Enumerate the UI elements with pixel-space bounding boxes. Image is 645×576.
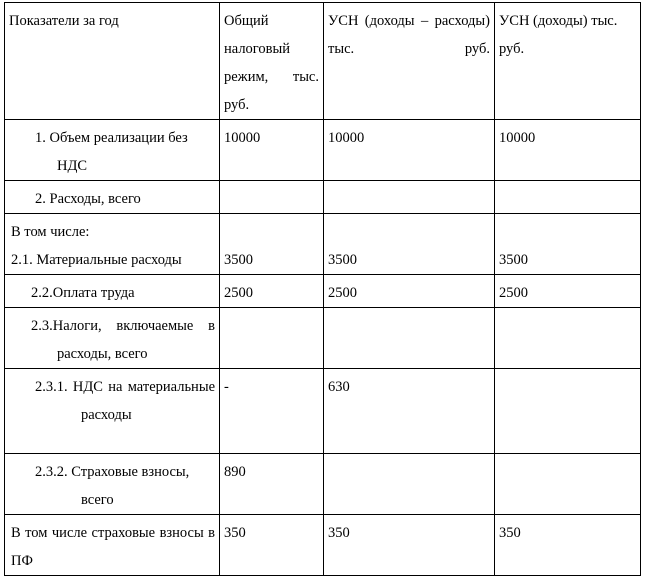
row-value: 2500 (324, 275, 495, 308)
row-value: - (220, 369, 324, 454)
row-label (5, 214, 220, 275)
row-value (324, 454, 495, 515)
row-label: 1. Объем реализации без НДС (5, 120, 220, 181)
table-row (5, 308, 641, 369)
row-value (324, 181, 495, 214)
table-row (5, 369, 641, 454)
row-label: 2.3.Налоги, включаемые в расходы, всего (5, 308, 220, 369)
header-usn-income-expenses: УСН (доходы – расходы) тыс. руб. (324, 3, 495, 120)
row-value: 350 (220, 515, 324, 576)
table-row (5, 275, 641, 308)
row-label: 2.3.2. Страховые взносы, всего (5, 454, 220, 515)
row-value: 3500 (495, 214, 641, 275)
row-label: 2.2.Оплата труда (5, 275, 220, 308)
row-value (495, 454, 641, 515)
table-row (5, 181, 641, 214)
row-value (495, 369, 641, 454)
row-label: 2. Расходы, всего (5, 181, 220, 214)
table-row (5, 214, 641, 275)
row-value: 890 (220, 454, 324, 515)
row-value: 10000 (495, 120, 641, 181)
indicators-table (4, 2, 641, 576)
row-value: 350 (495, 515, 641, 576)
table-row (5, 515, 641, 576)
row-value (495, 308, 641, 369)
row-sublabel: 2.1. Материальные расходы (11, 252, 182, 268)
row-value: 3500 (324, 214, 495, 275)
table-header-row (5, 3, 641, 120)
row-value: 350 (324, 515, 495, 576)
row-value: 630 (324, 369, 495, 454)
row-label: 2.3.1. НДС на материальные расходы (5, 369, 220, 454)
row-value: 10000 (324, 120, 495, 181)
row-value: 2500 (220, 275, 324, 308)
row-value: 3500 (220, 214, 324, 275)
table-row (5, 454, 641, 515)
row-value (324, 308, 495, 369)
row-label: В том числе страховые взносы в ПФ (5, 515, 220, 576)
row-value (495, 181, 641, 214)
table-row (5, 120, 641, 181)
row-sublabel: В том числе: (11, 224, 90, 240)
header-general-regime: Общий налоговый режим, тыс. руб. (220, 3, 324, 120)
row-value: 10000 (220, 120, 324, 181)
row-value: 2500 (495, 275, 641, 308)
row-value (220, 181, 324, 214)
header-usn-income: УСН (доходы) тыс. руб. (495, 3, 641, 120)
header-indicators: Показатели за год (5, 3, 220, 120)
row-value (220, 308, 324, 369)
